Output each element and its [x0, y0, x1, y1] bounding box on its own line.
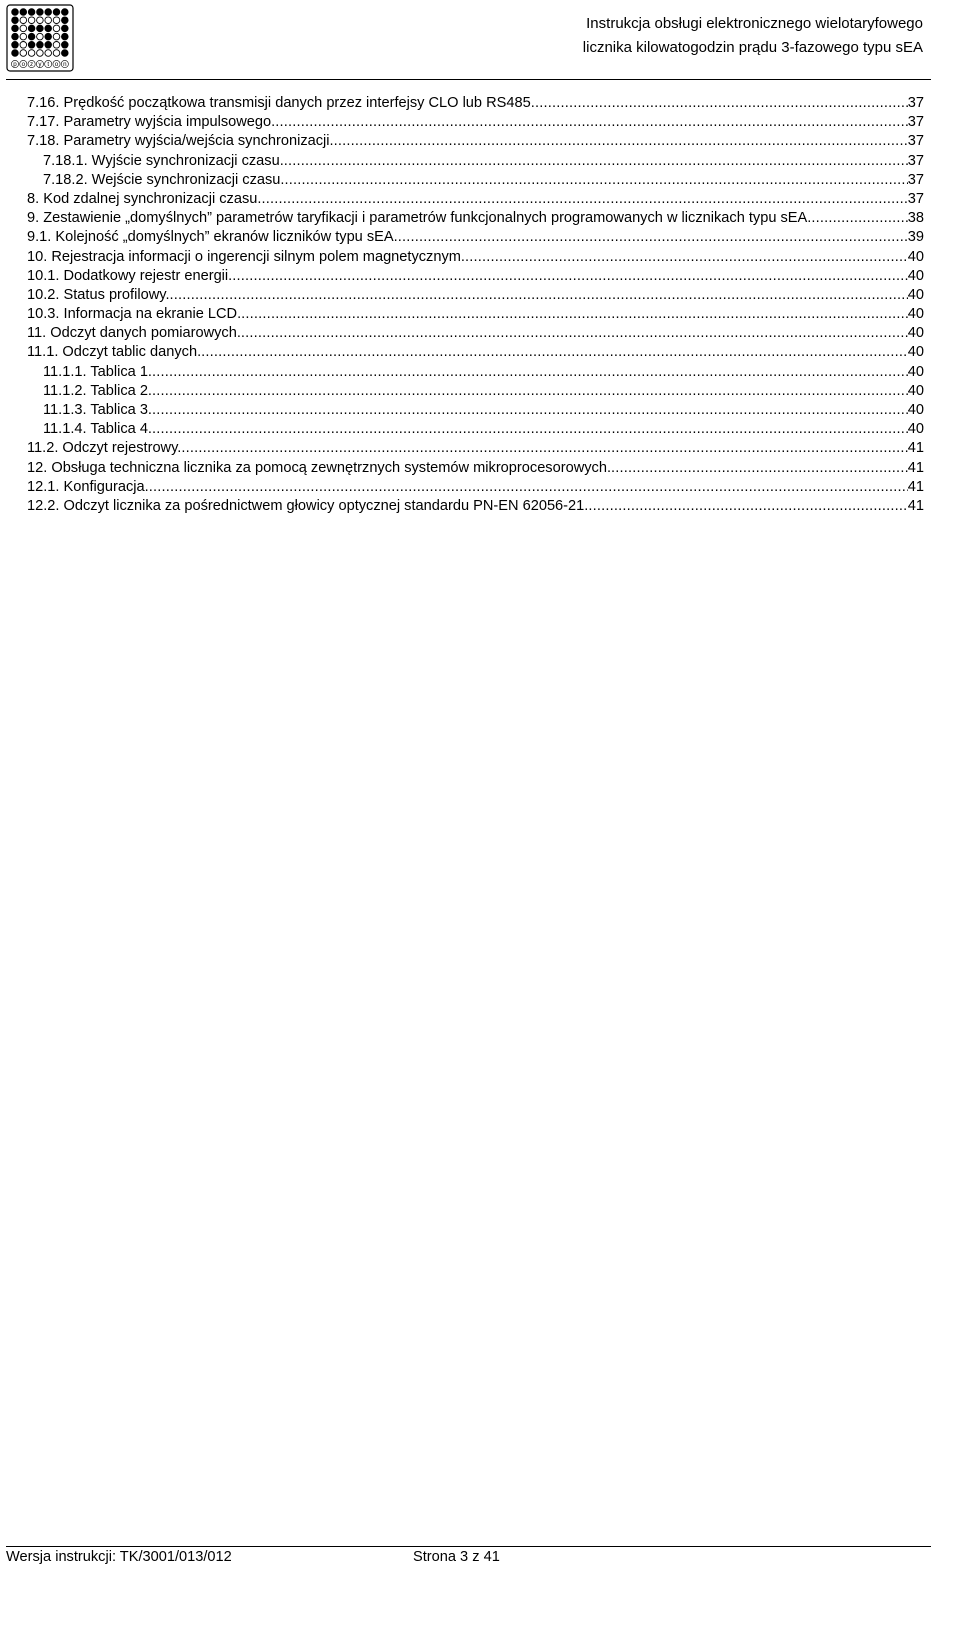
- toc-entry-title: 12. Obsługa techniczna licznika za pomocą zewnętrznych systemów mikroprocesorowych.: [27, 459, 611, 476]
- toc-entry[interactable]: [27, 267, 924, 286]
- document-title: [583, 12, 923, 60]
- logo-dot: [20, 25, 27, 32]
- logo-dot: [45, 33, 52, 40]
- logo-dot: [53, 33, 60, 40]
- toc-dot-leader: [465, 248, 908, 267]
- footer-version: Wersja instrukcji: TK/3001/013/012: [6, 1549, 232, 1565]
- toc-dot-leader: [241, 324, 908, 343]
- toc-dot-leader: [531, 94, 908, 113]
- toc-dot-leader: [241, 305, 908, 324]
- toc-entry-title: 9. Zestawienie „domyślnych” parametrów taryfikacji i parametrów funkcjonalnych programowanych w licznikach typu sEA.: [27, 210, 812, 227]
- toc-entry[interactable]: [27, 228, 924, 247]
- toc-entry-title: 7.18.1. Wyjście synchronizacji czasu.: [43, 152, 284, 169]
- footer-page-number: Strona 3 z 41: [413, 1549, 500, 1565]
- toc-dot-leader: [261, 190, 907, 209]
- toc-entry[interactable]: [27, 439, 924, 458]
- toc-entry-title: 10.3. Informacja na ekranie LCD.: [27, 306, 242, 323]
- logo-dot: [20, 9, 27, 16]
- logo-dot: [28, 9, 35, 16]
- logo-dot: [20, 50, 27, 57]
- toc-dot-leader: [334, 132, 908, 151]
- logo-dot: [62, 50, 69, 57]
- logo-dot: [28, 33, 35, 40]
- toc-entry[interactable]: [27, 152, 924, 171]
- logo-dot: [20, 33, 27, 40]
- toc-entry[interactable]: [27, 190, 924, 209]
- logo-dot: [12, 17, 19, 24]
- logo-dot: [62, 17, 69, 24]
- toc-entry-title: 7.16. Prędkość początkowa transmisji danych przez interfejsy CLO lub RS485: [27, 95, 531, 111]
- toc-dot-leader: [611, 459, 908, 478]
- pozyton-logo: [6, 4, 74, 72]
- toc-dot-leader: [588, 497, 907, 516]
- logo-dot: [62, 42, 69, 49]
- toc-entry[interactable]: [27, 478, 924, 497]
- pozyton-logo-icon: [6, 4, 74, 72]
- toc-entry[interactable]: [27, 401, 924, 420]
- toc-entry[interactable]: [27, 248, 924, 267]
- logo-letter: n: [63, 61, 67, 69]
- toc-entry-page: 40: [907, 248, 924, 265]
- header-divider: [6, 79, 931, 80]
- toc-entry-title: 11.2. Odczyt rejestrowy.: [27, 440, 182, 457]
- logo-dot: [28, 50, 35, 57]
- toc-entry-title: 11.1.3. Tablica 3.: [43, 402, 152, 418]
- toc-entry-title: 11. Odczyt danych pomiarowych.: [27, 325, 241, 342]
- logo-dot: [45, 9, 52, 16]
- toc-entry-page: 41: [907, 497, 924, 514]
- table-of-contents: [27, 94, 924, 516]
- toc-entry-title: 9.1. Kolejność „domyślnych” ekranów liczników typu sEA.: [27, 229, 398, 246]
- toc-entry-title: 12.1. Konfiguracja.: [27, 478, 149, 495]
- toc-entry[interactable]: [27, 459, 924, 478]
- logo-letter: t: [47, 61, 50, 69]
- logo-dot: [12, 9, 19, 16]
- toc-entry[interactable]: [27, 132, 924, 151]
- logo-dot: [37, 50, 44, 57]
- toc-entry-title: 10.1. Dodatkowy rejestr energii.: [27, 267, 233, 284]
- logo-dot: [53, 17, 60, 24]
- toc-entry[interactable]: [27, 420, 924, 439]
- toc-entry-page: 37: [907, 95, 924, 111]
- logo-letter: z: [30, 61, 34, 69]
- toc-entry[interactable]: [27, 382, 924, 401]
- logo-dot: [28, 42, 35, 49]
- logo-dot: [12, 50, 19, 57]
- toc-entry-page: 37: [907, 152, 924, 169]
- toc-entry[interactable]: [27, 209, 924, 228]
- toc-entry-page: 41: [907, 440, 924, 457]
- logo-letter: y: [38, 61, 42, 69]
- document-title-line-1: Instrukcja obsługi elektronicznego wielotaryfowego: [586, 15, 923, 32]
- logo-dot: [53, 9, 60, 16]
- logo-dot: [53, 25, 60, 32]
- logo-dot: [12, 25, 19, 32]
- toc-entry-page: 38: [907, 210, 924, 227]
- toc-entry[interactable]: [27, 286, 924, 305]
- logo-dot: [37, 25, 44, 32]
- toc-entry-page: 37: [907, 133, 924, 150]
- logo-dot: [45, 17, 52, 24]
- footer-divider: [6, 1546, 931, 1547]
- toc-entry[interactable]: [27, 113, 924, 132]
- toc-entry[interactable]: [27, 324, 924, 343]
- toc-entry-page: 41: [907, 459, 924, 476]
- toc-entry-page: 40: [907, 421, 924, 438]
- logo-dot: [28, 17, 35, 24]
- document-title-line-2: licznika kilowatogodzin prądu 3-fazowego typu sEA: [582, 39, 923, 56]
- toc-dot-leader: [170, 286, 908, 305]
- toc-entry-page: 40: [907, 344, 924, 361]
- logo-dot: [37, 9, 44, 16]
- toc-entry-title: 10. Rejestracja informacji o ingerencji silnym polem magnetycznym.: [27, 248, 465, 265]
- logo-dot: [62, 25, 69, 32]
- toc-dot-leader: [284, 171, 907, 190]
- toc-entry-title: 12.2. Odczyt licznika za pośrednictwem głowicy optycznej standardu PN-EN 62056-21.: [27, 497, 589, 514]
- toc-dot-leader: [201, 343, 908, 362]
- toc-entry[interactable]: [27, 343, 924, 362]
- toc-dot-leader: [284, 152, 908, 171]
- logo-dot: [28, 25, 35, 32]
- toc-entry-page: 40: [907, 363, 924, 380]
- toc-dot-leader: [152, 401, 908, 420]
- logo-dot: [62, 9, 69, 16]
- toc-entry[interactable]: [27, 171, 924, 190]
- toc-entry-title: 7.17. Parametry wyjścia impulsowego.: [27, 114, 276, 131]
- logo-letter: p: [13, 61, 17, 69]
- logo-dot: [45, 25, 52, 32]
- toc-entry-title: 10.2. Status profilowy.: [27, 286, 170, 303]
- toc-entry-page: 40: [907, 382, 924, 399]
- toc-dot-leader: [398, 228, 908, 247]
- toc-dot-leader: [232, 267, 908, 286]
- toc-entry-page: 39: [907, 229, 924, 246]
- toc-entry[interactable]: [27, 497, 924, 516]
- logo-dot: [45, 42, 52, 49]
- toc-entry-page: 37: [907, 114, 924, 131]
- toc-entry-page: 37: [907, 171, 924, 188]
- toc-entry-page: 40: [907, 306, 924, 323]
- toc-entry-title: 7.18. Parametry wyjścia/wejścia synchronizacji.: [27, 133, 334, 150]
- toc-dot-leader: [275, 113, 908, 132]
- logo-dot: [62, 33, 69, 40]
- toc-entry-page: 41: [907, 478, 924, 495]
- toc-entry-title: 11.1.2. Tablica 2.: [43, 382, 152, 399]
- toc-entry-page: 40: [907, 325, 924, 342]
- logo-dot: [53, 50, 60, 57]
- toc-entry-page: 40: [907, 267, 924, 284]
- logo-dot: [45, 50, 52, 57]
- toc-dot-leader: [152, 382, 908, 401]
- toc-dot-leader: [152, 420, 908, 439]
- logo-dot: [20, 42, 27, 49]
- logo-dot: [12, 33, 19, 40]
- logo-dot: [37, 33, 44, 40]
- logo-dot: [37, 42, 44, 49]
- logo-dot: [20, 17, 27, 24]
- toc-dot-leader: [149, 478, 908, 497]
- toc-entry[interactable]: [27, 94, 924, 113]
- toc-entry-title: 11.1.4. Tablica 4.: [43, 421, 152, 438]
- toc-entry-title: 7.18.2. Wejście synchronizacji czasu.: [43, 171, 285, 188]
- toc-dot-leader: [181, 439, 907, 458]
- logo-dot: [37, 17, 44, 24]
- logo-letter: o: [54, 61, 59, 69]
- toc-entry-page: 37: [907, 190, 924, 207]
- toc-entry[interactable]: [27, 305, 924, 324]
- toc-entry-page: 40: [907, 402, 924, 418]
- logo-letter: o: [21, 61, 26, 69]
- logo-dot: [12, 42, 19, 49]
- toc-dot-leader: [152, 363, 908, 382]
- toc-entry[interactable]: [27, 363, 924, 382]
- toc-entry-title: 11.1.1. Tablica 1.: [43, 363, 152, 380]
- toc-entry-page: 40: [907, 286, 924, 303]
- toc-entry-title: 11.1. Odczyt tablic danych.: [27, 344, 202, 361]
- toc-dot-leader: [811, 209, 907, 228]
- toc-entry-title: 8. Kod zdalnej synchronizacji czasu.: [27, 190, 262, 207]
- logo-dot: [53, 42, 60, 49]
